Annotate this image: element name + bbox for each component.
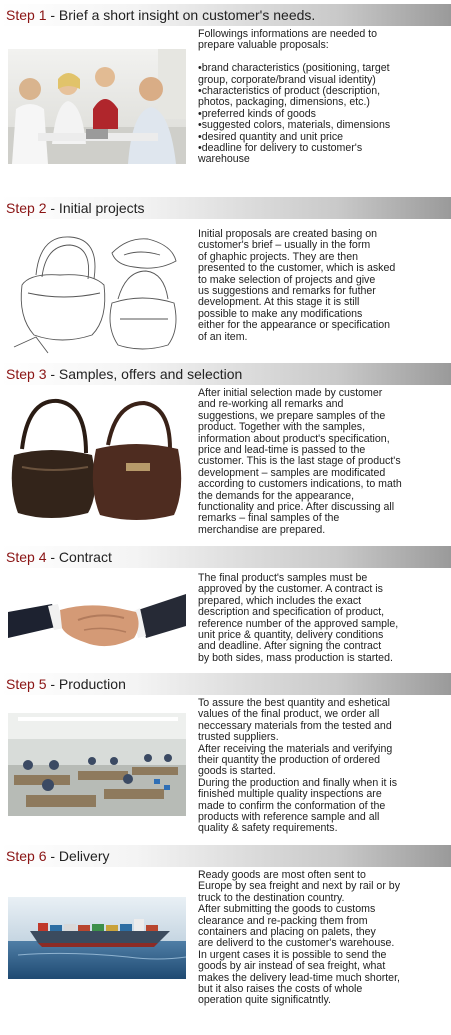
step-2-description: Initial proposals are created basing on customer's brief – usually in the form of ghaphic projects. They are then presented to the customer, which is asked to make selection of projects and give us suggestions and remarks for futher development. At this stage it is still possible to make any modifications either for the appearance or specification of an item.	[198, 228, 396, 343]
bags-photo	[8, 397, 186, 527]
step-1-title: - Brief a short insight on customer's needs.	[46, 7, 316, 23]
step-1-description: Followings informations are needed to prepare valuable proposals: •brand characteristics (positioning, target group, corporate/brand visual identity) •characteristics of product (description, photos, packaging, dimensions, etc.) •preferred kinds of goods •suggested colors, materials, dimensions •desired quantity and unit price •deadline for delivery to customer's warehouse	[198, 28, 391, 166]
step-3-title: - Samples, offers and selection	[46, 366, 243, 382]
step-4-title: - Contract	[46, 549, 112, 565]
meeting-photo	[8, 49, 186, 164]
step-5-header	[0, 673, 451, 695]
step-6-header	[0, 845, 451, 867]
step-3-header	[0, 363, 451, 385]
step-3-number: Step 3	[6, 366, 47, 382]
step-5-description: To assure the best quantity and eshetical values of the final product, we order all neccessary materials from the tested and trusted suppliers. After receiving the materials and verifying their quantity the production of ordered goods is started. During the production and finally when it is finished multiple quality inspections are made to confirm the conformation of the products with reference sample and all quality & safety requirements.	[198, 697, 398, 835]
step-6-description: Ready goods are most often sent to Europe by sea freight and next by rail or by truck to the destination country. After submitting the goods to customs clearance and re-packing them from containers and placing on palets, they are deliverd to the customer's warehouse. In urgent cases it is possible to send the goods by air instead of sea freight, what makes the delivery lead-time much shorter, but it also raises the costs of whole operation quite significatntly.	[198, 869, 400, 1007]
bag-sketch	[8, 227, 186, 357]
step-1-header	[0, 4, 451, 26]
factory-photo	[8, 713, 186, 816]
step-2-title: - Initial projects	[46, 200, 145, 216]
step-4-description: The final product's samples must be approved by the customer. A contract is prepared, which includes the exact description and specification of product, reference number of the approved sample, unit price & quantity, delivery conditions and deadline. After signing the contract by both sides, mass production is started.	[198, 572, 399, 664]
step-4-number: Step 4	[6, 549, 47, 565]
step-5-number: Step 5	[6, 676, 47, 692]
step-4-header	[0, 546, 451, 568]
step-6-number: Step 6	[6, 848, 47, 864]
handshake-photo	[8, 586, 186, 666]
container-ship-photo	[8, 897, 186, 979]
step-2-number: Step 2	[6, 200, 47, 216]
step-1-number: Step 1	[6, 7, 47, 23]
step-5-title: - Production	[46, 676, 126, 692]
step-3-description: After initial selection made by customer and re-working all remarks and suggestions, we prepare samples of the product. Together with the samples, information about product's specification, price and lead-time is passed to the customer. This is the last stage of product's development – samples are modificated according to customers indications, to math the demands for the appearance, functionality and price. After discussing all remarks – final samples of the merchandise are prepared.	[198, 387, 402, 536]
step-6-title: - Delivery	[46, 848, 110, 864]
step-2-header	[0, 197, 451, 219]
